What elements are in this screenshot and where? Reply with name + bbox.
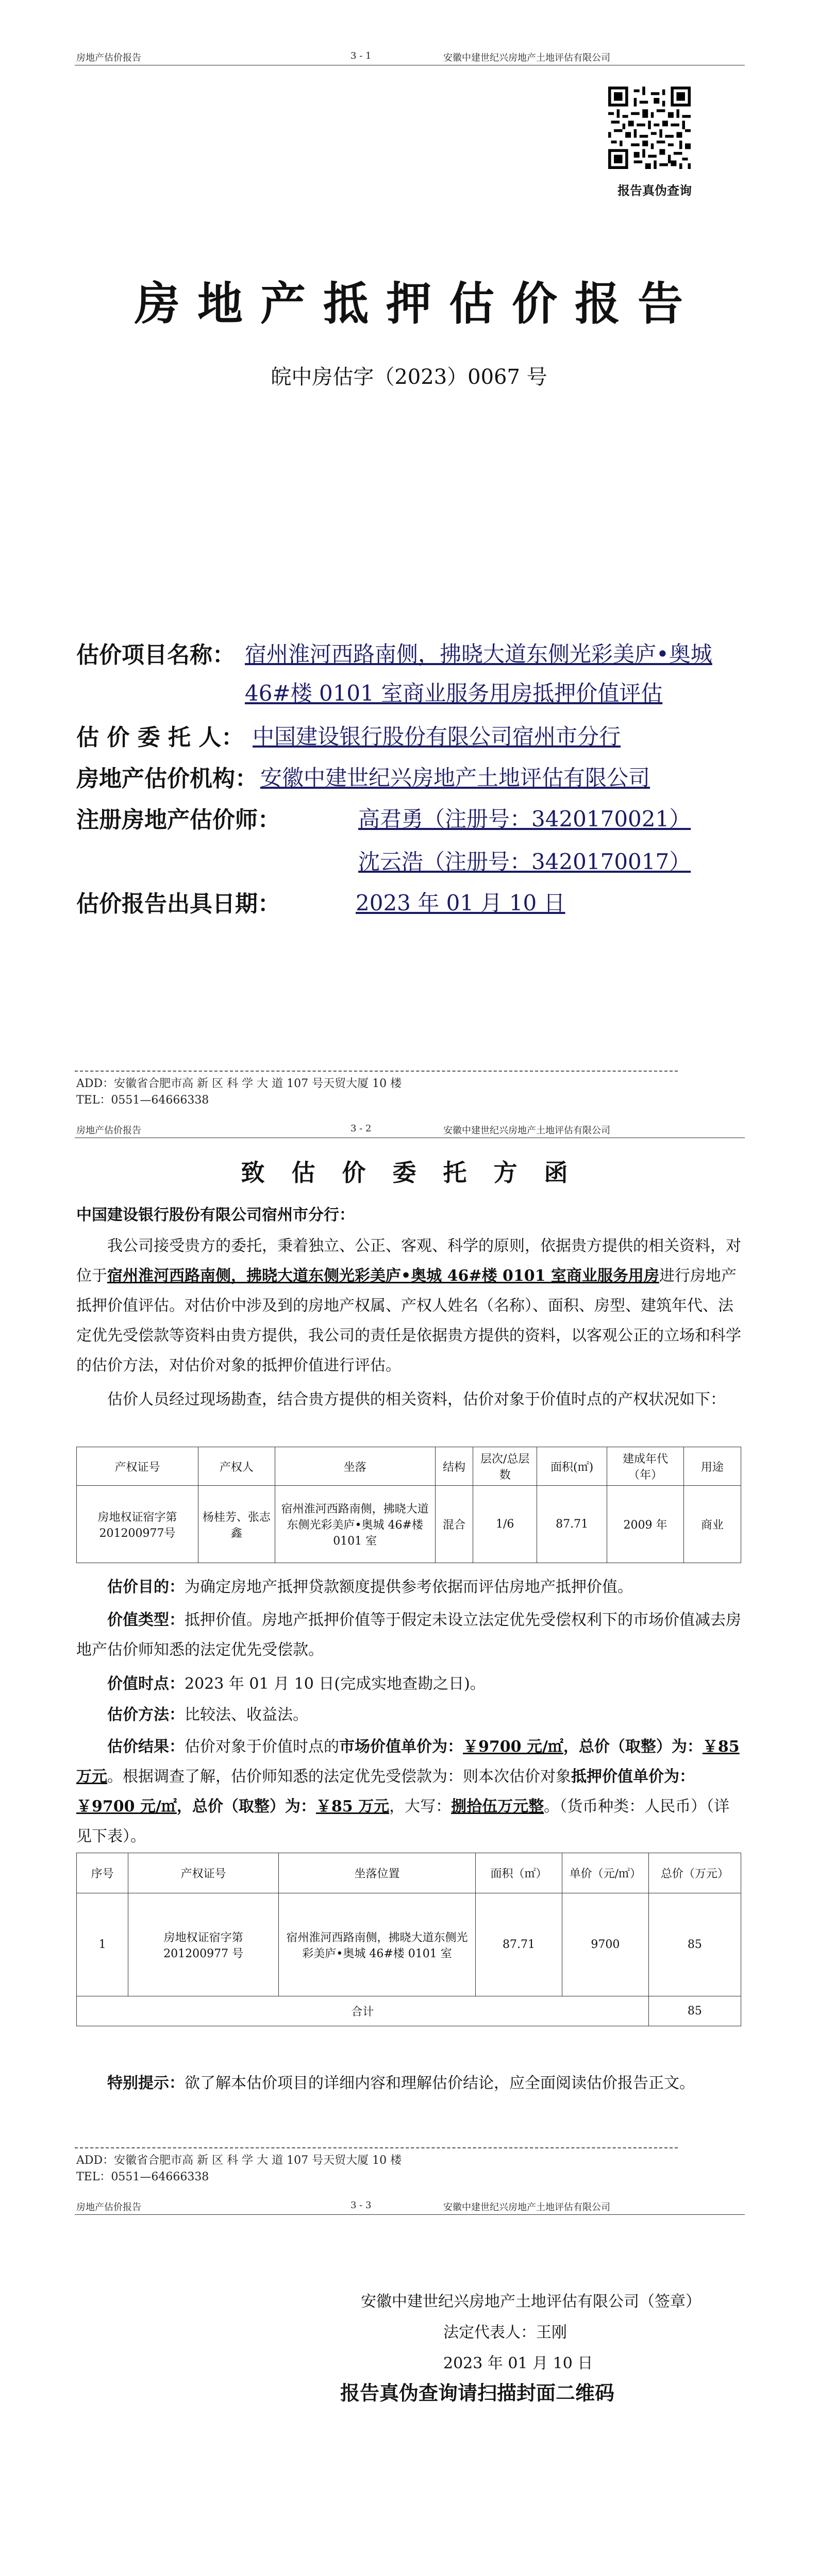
client-label: 估 价 委 托 人： [76, 724, 244, 751]
value-type-line [76, 1605, 741, 1665]
table-header-cell: 序号 [77, 1853, 128, 1893]
page1-header-page: 3 - 1 [350, 50, 372, 61]
method-text: 比较法、收益法。 [185, 1706, 308, 1724]
table-cell: 85 [648, 1893, 741, 1996]
table-header-cell: 用途 [683, 1447, 741, 1486]
table-header-cell: 产权证号 [77, 1447, 198, 1486]
notice-text: 欲了解本估价项目的详细内容和理解估价结论，应全面阅读估价报告正文。 [185, 2074, 695, 2092]
market-total-label: ，总价（取整）为： [563, 1738, 703, 1756]
result-text: ，大写： [389, 1798, 452, 1816]
special-notice-line [76, 2069, 741, 2098]
table-cell: 商业 [683, 1486, 741, 1563]
page2-footer-tel: TEL：0551—64666338 [76, 2171, 209, 2183]
mortgage-unit-label: 抵押价值单价为： [571, 1768, 695, 1786]
notice-label: 特别提示： [107, 2074, 185, 2092]
table-cell: 宿州淮河西路南侧，拂晓大道东侧光彩美庐•奥城 46#楼 0101 室 [279, 1893, 476, 1996]
table-cell: 2009 年 [607, 1486, 684, 1563]
page2-header-page: 3 - 2 [350, 1123, 372, 1134]
table-cell: 9700 [562, 1893, 648, 1996]
total-value-cell: 85 [648, 1996, 741, 2026]
market-unit-price: ￥9700 元/㎡ [463, 1738, 563, 1756]
method-label: 估价方法： [107, 1706, 185, 1724]
page1-header-left: 房地产估价报告 [76, 53, 141, 63]
table-header-cell: 建成年代（年） [607, 1447, 684, 1486]
letter-addressee: 中国建设银行股份有限公司宿州市分行： [76, 1206, 355, 1224]
table-cell: 87.71 [476, 1893, 562, 1996]
table-total-row [77, 1996, 741, 2026]
market-unit-label: 市场价值单价为： [339, 1738, 463, 1756]
value-type-text: 抵押价值。房地产抵押价值等于假定未设立法定优先受偿权利下的市场价值减去房地产估价师知悉的法定优先受偿款。 [76, 1611, 741, 1659]
value-date-text: 2023 年 01 月 10 日(完成实地查勘之日)。 [185, 1675, 486, 1693]
table-header-cell: 面积（㎡） [476, 1853, 562, 1893]
value-type-label: 价值类型： [107, 1611, 185, 1629]
page1-footer-rule [75, 1071, 678, 1072]
page2-footer-address: ADD：安徽省合肥市高 新 区 科 学 大 道 107 号天贸大厦 10 楼 [76, 2154, 402, 2167]
page1-header-right: 安徽中建世纪兴房地产土地评估有限公司 [443, 53, 610, 63]
table-header-cell: 面积(㎡) [537, 1447, 607, 1486]
para1-property-location: 宿州淮河西路南侧，拂晓大道东侧光彩美庐•奥城 46#楼 0101 室商业服务用房 [107, 1267, 659, 1285]
table-cell: 1 [77, 1893, 128, 1996]
para1-text-c: 进行房地产抵押价值评估。对估价中涉及到的房地产权属、产权人姓名（名称）、面积、房型、建筑年代、法定优先受偿款等资料由贵方提供，我公司的责任是依据贵方提供的资料，以客观公正的立场和科学的估价方法，对估价对象的抵押价值进行评估。 [76, 1267, 741, 1375]
purpose-label: 估价目的： [107, 1578, 185, 1596]
method-line [76, 1700, 741, 1730]
value-date-label: 价值时点： [107, 1675, 185, 1693]
page3-header-page: 3 - 3 [350, 2200, 372, 2211]
qr-code-icon[interactable] [608, 87, 691, 169]
table-header-cell: 结构 [435, 1447, 473, 1486]
mortgage-unit-price: ￥9700 元/㎡ [76, 1798, 177, 1816]
appraiser-2: 沈云浩（注册号：3420170017） [358, 849, 691, 874]
table-header-cell: 总价（万元） [648, 1853, 741, 1893]
valuation-result-table [76, 1853, 741, 2026]
table-header-cell: 坐落位置 [279, 1853, 476, 1893]
issue-date-value: 2023 年 01 月 10 日 [356, 890, 565, 916]
table-header-cell: 产权人 [198, 1447, 275, 1486]
agency-value: 安徽中建世纪兴房地产土地评估有限公司 [260, 765, 650, 790]
client-value: 中国建设银行股份有限公司宿州市分行 [253, 724, 621, 749]
page3-header-right: 安徽中建世纪兴房地产土地评估有限公司 [443, 2202, 610, 2213]
table-header-cell: 单价（元/㎡） [562, 1853, 648, 1893]
page1-footer-tel: TEL：0551—64666338 [76, 1094, 209, 1107]
table-cell: 房地权证宿字第201200977号 [77, 1486, 198, 1563]
project-value-line2: 46#楼 0101 室商业服务用房抵押价值评估 [245, 681, 663, 706]
table-row [77, 1486, 741, 1563]
table-header-row [77, 1853, 741, 1893]
page1-footer-address: ADD：安徽省合肥市高 新 区 科 学 大 道 107 号天贸大厦 10 楼 [76, 1077, 402, 1090]
mortgage-total-price: ￥85 万元 [315, 1798, 390, 1816]
page2-footer-rule [75, 2147, 678, 2148]
table-header-cell: 坐落 [275, 1447, 435, 1486]
table-cell: 混合 [435, 1486, 473, 1563]
issue-date-label: 估价报告出具日期： [76, 891, 280, 917]
value-date-line [76, 1669, 741, 1699]
page2-header-right: 安徽中建世纪兴房地产土地评估有限公司 [443, 1125, 610, 1136]
result-text: 。根据调查了解，估价师知悉的法定优先受偿款为：则本次估价对象 [107, 1768, 571, 1786]
legal-representative: 法定代表人：王刚 [443, 2324, 567, 2342]
letter-title: 致 估 价 委 托 方 函 [241, 1159, 577, 1187]
purpose-text: 为确定房地产抵押贷款额度提供参考依据而评估房地产抵押价值。 [185, 1578, 633, 1596]
result-text: 。（货币种类：人民币）（详见下表）。 [76, 1798, 730, 1845]
report-title: 房地产抵押估价报告 [134, 277, 700, 330]
report-ref-no: 皖中房估字（2023）0067 号 [271, 365, 547, 389]
result-label: 估价结果： [107, 1738, 185, 1756]
letter-paragraph-2: 估价人员经过现场勘查，结合贵方提供的相关资料，估价对象于价值时点的产权状况如下： [107, 1391, 726, 1409]
qr-caption: 报告真伪查询 [617, 183, 692, 198]
agency-label: 房地产估价机构： [76, 766, 258, 792]
para1-text-a: 我公司接受贵方的委托，秉着独立、公正、客观、科学的原则，依据贵方提供的相关资料，对位于 [76, 1237, 741, 1285]
verify-instruction: 报告真伪查询请扫描封面二维码 [340, 2381, 615, 2404]
page3-header-left: 房地产估价报告 [76, 2202, 141, 2213]
table-header-cell: 层次/总层数 [473, 1447, 537, 1486]
appraiser-1: 高君勇（注册号：3420170021） [358, 806, 691, 832]
total-label-cell: 合计 [77, 1996, 649, 2026]
mortgage-total-label: ，总价（取整）为： [176, 1798, 316, 1816]
table-header-row [77, 1447, 741, 1486]
appraiser-label: 注册房地产估价师： [76, 807, 280, 833]
signature-company: 安徽中建世纪兴房地产土地评估有限公司（签章） [361, 2293, 701, 2311]
result-text: 估价对象于价值时点的 [185, 1738, 339, 1756]
page2-header-left: 房地产估价报告 [76, 1125, 141, 1136]
project-label: 估价项目名称： [76, 642, 235, 668]
table-cell: 87.71 [537, 1486, 607, 1563]
table-cell: 杨桂芳、张志鑫 [198, 1486, 275, 1563]
project-value-line1: 宿州淮河西路南侧，拂晓大道东侧光彩美庐•奥城 [245, 641, 712, 667]
table-cell: 1/6 [473, 1486, 537, 1563]
table-row [77, 1893, 741, 1996]
property-rights-table [76, 1447, 741, 1563]
page3-header-rule [75, 2214, 745, 2215]
signature-date: 2023 年 01 月 10 日 [443, 2354, 593, 2372]
purpose-line [76, 1572, 741, 1602]
table-cell: 房地权证宿字第 201200977 号 [128, 1893, 279, 1996]
table-cell: 宿州淮河西路南侧，拂晓大道东侧光彩美庐•奥城 46#楼 0101 室 [275, 1486, 435, 1563]
letter-paragraph-1 [76, 1231, 741, 1381]
table-header-cell: 产权证号 [128, 1853, 279, 1893]
result-paragraph [76, 1732, 741, 1852]
mortgage-total-words: 捌拾伍万元整 [451, 1798, 544, 1816]
market-total-price: ￥85 万元 [76, 1738, 740, 1786]
